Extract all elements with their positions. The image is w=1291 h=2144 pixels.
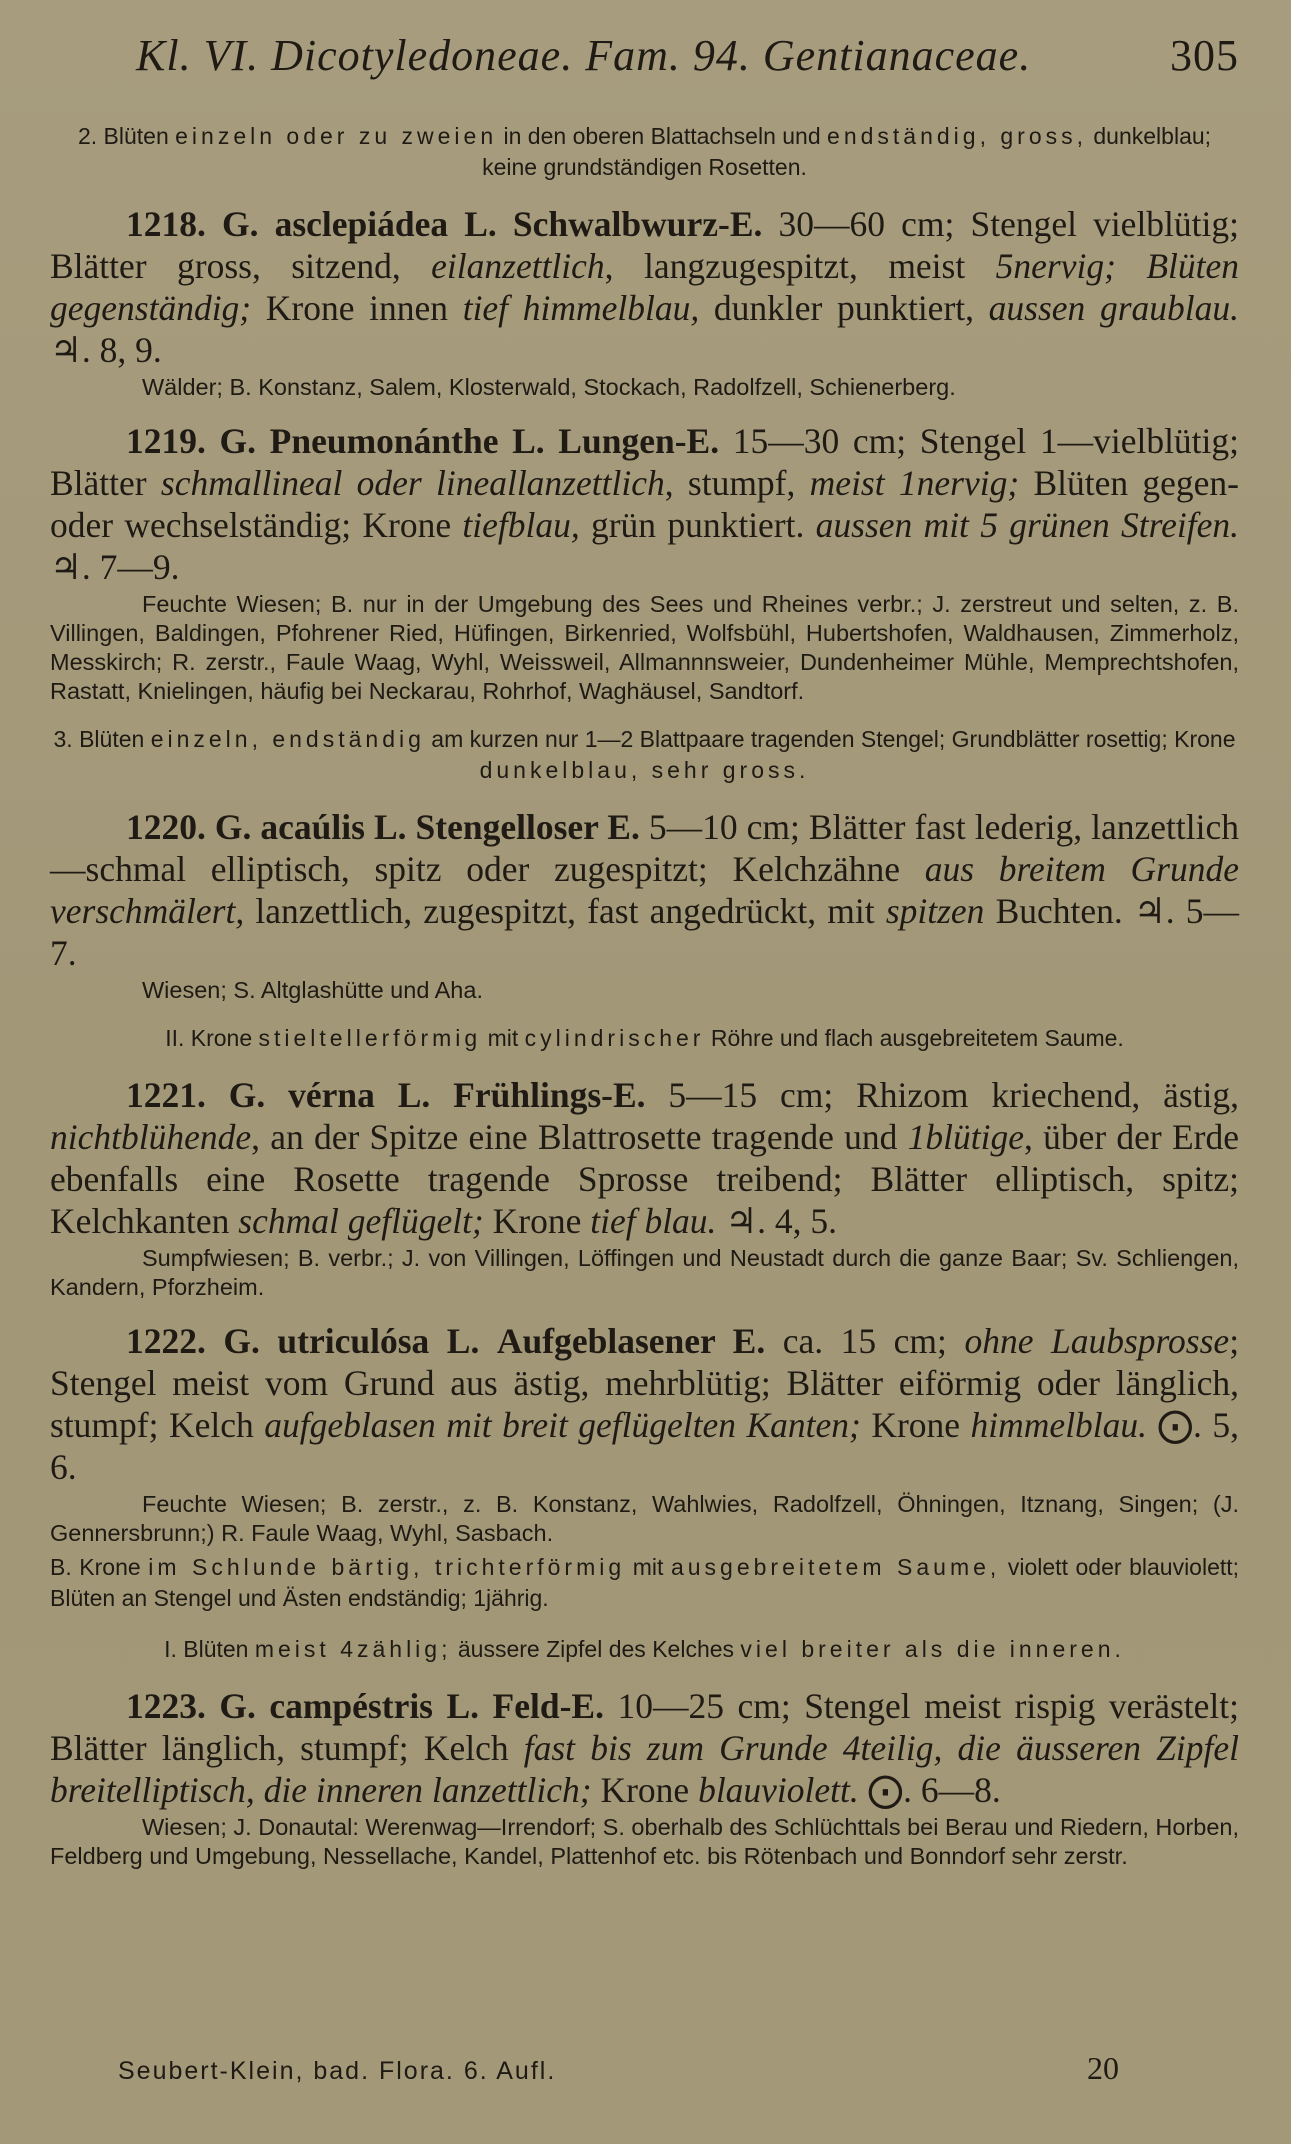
scientific-name: G. vérna L. [228,1075,431,1115]
species-number: 1222. [126,1321,206,1361]
distribution-1221: Sumpfwiesen; B. verbr.; J. von Villingen, Löffingen und Neustadt durch die ganze Baar; Sv. Schliengen, Kandern, Pforzheim. [50,1245,1239,1300]
signature-mark: 20 [1087,2050,1119,2086]
key-heading-3: 3. Blüten einzeln, endständig am kurzen nur 1—2 Blattpaare tragenden Stengel; Grundblätter rosettig; Krone dunkelblau, sehr gross. [53,726,1236,783]
common-name: Schwalbwurz-E. [512,204,763,244]
species-entry-1222: 1222. G. utriculósa L. Aufgeblasener E. ca. 15 cm; ohne Laubsprosse; Stengel meist vom Grund aus ästig, mehrblütig; Blätter eiförmig oder länglich, stumpf; Kelch aufgeblasen mit breit geflügelten Kanten; Krone himmelblau. ⨀. 5, 6. [50,1321,1240,1487]
distribution-1219: Feuchte Wiesen; B. nur in der Umgebung des Sees und Rheines verbr.; J. zerstreut und selten, z. B. Villingen, Baldingen, Pfohrener Ried, Hüfingen, Birkenried, Wolfsbühl, Hubertshofen, Waldhausen, Zimmerholz, Messkirch; R. zerstr., Faule Waag, Wyhl, Weissweil, Allmannnsweier, Dundenheimer Mühle, Memprechtshofen, Rastatt, Knielingen, häufig bei Neckarau, Rohrhof, Waghäusel, Sandtorf. [50,591,1239,704]
species-number: 1218. [126,204,206,244]
distribution-1218: Wälder; B. Konstanz, Salem, Klosterwald, Stockach, Radolfzell, Schienerberg. [142,374,956,400]
scientific-name: G. campéstris L. [219,1686,480,1726]
key-heading-2: 2. Blüten einzeln oder zu zweien in den oberen Blattachseln und endständig, gross, dunkelblau; keine grundständigen Rosetten. [77,123,1212,180]
species-entry-1219: 1219. G. Pneumonánthe L. Lungen-E. 15—30 cm; Stengel 1—vielblütig; Blätter schmallineal oder lineallanzettlich, stumpf, meist 1nervig; Blüten gegen- oder wechselständig; Krone tiefblau, grün punktiert. aussen mit 5 grünen Streifen. ♃. 7—9. [50,421,1240,587]
scientific-name: G. utriculósa L. [223,1321,480,1361]
running-title: Kl. VI. Dicotyledoneae. Fam. 94. Gentianaceae. [136,31,1032,80]
species-number: 1221. [126,1075,206,1115]
common-name: Stengelloser E. [415,807,640,847]
species-number: 1220. [126,807,206,847]
species-number: 1223. [126,1686,206,1726]
scientific-name: G. Pneumonánthe L. [219,421,545,461]
common-name: Frühlings-E. [453,1075,646,1115]
common-name: Aufgeblasener E. [496,1321,766,1361]
running-header [50,30,1239,81]
footer-book-title: Seubert-Klein, bad. Flora. 6. Aufl. [118,2057,557,2085]
species-entry-1223: 1223. G. campéstris L. Feld-E. 10—25 cm; Stengel meist rispig verästelt; Blätter länglich, stumpf; Kelch fast bis zum Grunde 4teilig, die äusseren Zipfel breitelliptisch, die inneren lanzettlich; Krone blauviolett. ⨀. 6—8. [50,1686,1240,1810]
scientific-name: G. acaúlis L. [214,807,407,847]
distribution-1222: Feuchte Wiesen; B. zerstr., z. B. Konstanz, Wahlwies, Radolfzell, Öhningen, Itznang, Singen; (J. Gennersbrunn;) R. Faule Waag, Wyhl, Sasbach. [50,1491,1239,1546]
distribution-1220: Wiesen; S. Altglashütte und Aha. [142,977,483,1003]
species-number: 1219. [126,421,206,461]
scientific-name: G. asclepiádea L. [221,204,497,244]
species-entry-1220: 1220. G. acaúlis L. Stengelloser E. 5—10 cm; Blätter fast lederig, lanzettlich—schmal elliptisch, spitz oder zugespitzt; Kelchzähne aus breitem Grunde verschmälert, lanzettlich, zugespitzt, fast angedrückt, mit spitzen Buchten. ♃. 5—7. [50,807,1240,973]
page-number: 305 [1170,31,1239,80]
common-name: Lungen-E. [558,421,720,461]
key-heading-II: II. Krone stieltellerförmig mit cylindrischer Röhre und flach ausgebreitetem Saume. [165,1025,1124,1051]
key-heading-B: B. Krone im Schlunde bärtig, trichterförmig mit ausgebreitetem Saume, violett oder blauviolett; Blüten an Stengel und Ästen endständig; 1jährig. [50,1554,1240,1611]
key-heading-I: I. Blüten meist 4zählig; äussere Zipfel des Kelches viel breiter als die inneren. [164,1636,1125,1662]
common-name: Feld-E. [492,1686,604,1726]
species-entry-1218: 1218. G. asclepiádea L. Schwalbwurz-E. 30—60 cm; Stengel vielblütig; Blätter gross, sitzend, eilanzettlich, langzugespitzt, meist 5nervig; Blüten gegenständig; Krone innen tief himmelblau, dunkler punktiert, aussen graublau. ♃. 8, 9. [50,204,1240,370]
page-footer [118,2050,1119,2087]
species-entry-1221: 1221. G. vérna L. Frühlings-E. 5—15 cm; Rhizom kriechend, ästig, nichtblühende, an der Spitze eine Blattrosette tragende und 1blütige, über der Erde ebenfalls eine Rosette tragende Sprosse treibend; Blätter elliptisch, spitz; Kelchkanten schmal geflügelt; Krone tief blau. ♃. 4, 5. [50,1075,1240,1241]
distribution-1223: Wiesen; J. Donautal: Werenwag—Irrendorf; S. oberhalb des Schlüchttals bei Berau und Riedern, Horben, Feldberg und Umgebung, Nessellache, Kandel, Plattenhof etc. bis Rötenbach und Bonndorf sehr zerstr. [50,1814,1239,1869]
